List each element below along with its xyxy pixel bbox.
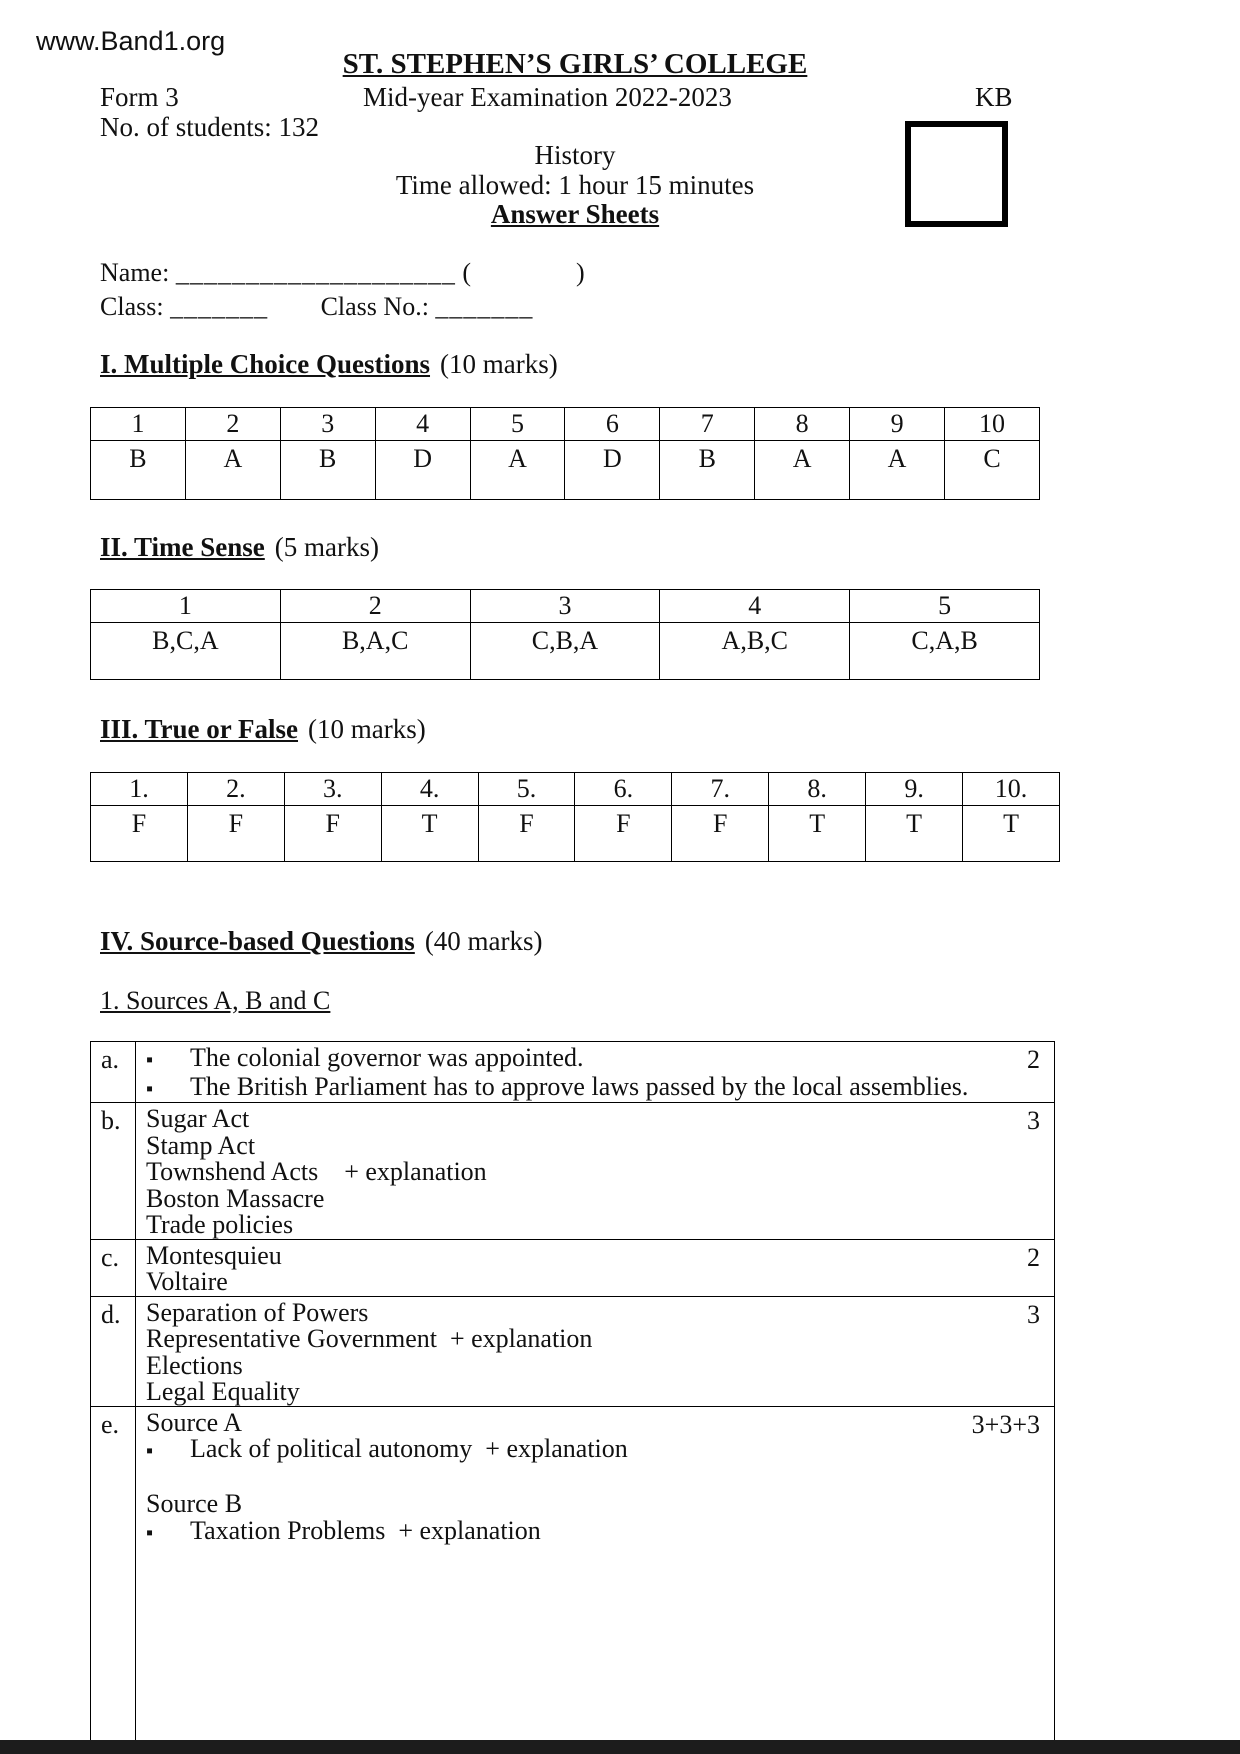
answer-text: The colonial governor was appointed.	[190, 1043, 584, 1072]
mc-answer-cell: A	[185, 441, 280, 500]
ts-header-row	[91, 590, 1040, 623]
source-row-label: e.	[91, 1406, 136, 1754]
answer-text: The British Parliament has to approve laws passed by the local assemblies.	[190, 1071, 969, 1101]
students-count: No. of students: 132	[100, 112, 319, 142]
tf-answer-cell: F	[187, 806, 284, 862]
answer-line: Legal Equality	[146, 1377, 300, 1406]
answer-line: Voltaire	[146, 1267, 228, 1296]
bullet-icon: ▪	[146, 1521, 154, 1544]
answer-line-blank	[146, 1465, 984, 1492]
tf-header-cell: 10.	[963, 773, 1060, 806]
tf-header-row	[91, 773, 1060, 806]
ts-header-cell: 2	[280, 590, 470, 623]
classno-blank-line: _______	[435, 292, 534, 321]
tf-header-cell: 9.	[866, 773, 963, 806]
section-source-marks: (40 marks)	[424, 926, 543, 956]
tf-header-cell: 1.	[91, 773, 188, 806]
source-row-content	[136, 1042, 1055, 1103]
mc-answer-cell: D	[375, 441, 470, 500]
answer-line	[146, 1436, 984, 1465]
bullet-icon: ▪	[146, 1440, 154, 1462]
answer-line: Trade policies	[146, 1210, 294, 1239]
mc-answer-cell: D	[565, 441, 660, 500]
tf-answer-cell: F	[672, 806, 769, 862]
source-row-label: b.	[91, 1103, 136, 1240]
source-row-content	[136, 1406, 1055, 1754]
watermark-url: www.Band1.org	[36, 26, 226, 56]
source-row	[91, 1296, 1055, 1406]
section-ts-marks: (5 marks)	[274, 532, 380, 562]
answer-line: Representative Government + explanation	[146, 1324, 593, 1353]
answer-line: Separation of Powers	[146, 1297, 369, 1327]
subject-name: History	[534, 140, 616, 170]
section-tf-title: III. True or False	[100, 714, 299, 744]
source-row	[91, 1103, 1055, 1240]
answer-line: Elections	[146, 1350, 243, 1380]
section-source-title: IV. Source-based Questions	[100, 926, 415, 956]
ts-answer-cell: B,A,C	[280, 623, 470, 680]
section-tf-marks: (10 marks)	[308, 714, 426, 744]
tf-answer-cell: F	[284, 806, 381, 862]
mark-value: 2	[1027, 1242, 1040, 1272]
mc-answer-cell: B	[660, 441, 755, 500]
source-subtitle: 1. Sources A, B and C	[100, 986, 331, 1015]
tf-header-cell: 3.	[284, 773, 381, 806]
school-title-band	[0, 48, 1150, 81]
source-row-content	[136, 1103, 1055, 1240]
ts-answer-row	[91, 623, 1040, 680]
tf-answer-cell: T	[769, 806, 866, 862]
tf-header-cell: 7.	[672, 773, 769, 806]
source-row	[91, 1042, 1055, 1103]
mc-header-cell: 4	[375, 408, 470, 441]
tf-header-cell: 4.	[381, 773, 478, 806]
name-label: Name:	[100, 258, 170, 287]
sheet-title-band	[0, 199, 1150, 230]
answer-line: Boston Massacre	[146, 1183, 325, 1213]
section-mc-heading	[100, 349, 558, 380]
mc-answer-cell: B	[91, 441, 186, 500]
mark-value: 3	[1027, 1299, 1040, 1329]
answer-line: Stamp Act	[146, 1130, 256, 1160]
source-row-label: a.	[91, 1042, 136, 1103]
source-row-label: c.	[91, 1239, 136, 1296]
ts-header-cell: 4	[660, 590, 850, 623]
ts-header-cell: 5	[850, 590, 1040, 623]
mc-answer-cell: A	[755, 441, 850, 500]
answer-line	[146, 1515, 984, 1547]
tf-header-cell: 5.	[478, 773, 575, 806]
ts-header-cell: 3	[470, 590, 660, 623]
page-bottom-edge	[0, 1740, 1240, 1754]
classno-label: Class No.:	[320, 292, 429, 321]
mc-header-row	[91, 408, 1040, 441]
section-mc-title: I. Multiple Choice Questions	[100, 349, 431, 379]
tf-header-cell: 8.	[769, 773, 866, 806]
mc-header-cell: 2	[185, 408, 280, 441]
time-allowed: Time allowed: 1 hour 15 minutes	[395, 170, 755, 200]
mc-header-cell: 5	[470, 408, 565, 441]
tf-header-cell: 6.	[575, 773, 672, 806]
exam-title: Mid-year Examination 2022-2023	[363, 82, 732, 112]
class-blank-line: _______	[170, 292, 269, 321]
mc-header-cell: 8	[755, 408, 850, 441]
mc-header-cell: 7	[660, 408, 755, 441]
tf-header-cell: 2.	[187, 773, 284, 806]
tf-answer-cell: F	[575, 806, 672, 862]
answer-line	[146, 1045, 984, 1074]
name-blank-line: ____________________	[175, 258, 456, 287]
school-title: ST. STEPHEN’S GIRLS’ COLLEGE	[342, 48, 808, 80]
answer-line: Townshend Acts + explanation	[146, 1157, 487, 1186]
answer-text: Taxation Problems + explanation	[190, 1515, 541, 1545]
true-false-table	[90, 772, 1060, 862]
paren-close: )	[575, 258, 585, 287]
answer-line: Sugar Act	[146, 1104, 250, 1133]
section-ts-title: II. Time Sense	[100, 532, 265, 562]
sheet-title: Answer Sheets	[490, 199, 660, 229]
source-row-content	[136, 1296, 1055, 1406]
paper-code: KB	[975, 82, 1013, 112]
ts-answer-cell: C,A,B	[850, 623, 1040, 680]
bullet-icon: ▪	[146, 1077, 154, 1100]
source-row-label: d.	[91, 1296, 136, 1406]
mc-answer-cell: A	[470, 441, 565, 500]
class-label: Class:	[100, 292, 164, 321]
ts-answer-cell: C,B,A	[470, 623, 660, 680]
mc-answers-table	[90, 407, 1040, 500]
ts-header-cell: 1	[91, 590, 281, 623]
answer-line: Source A	[146, 1407, 243, 1437]
tf-answer-cell: F	[478, 806, 575, 862]
mc-header-cell: 3	[280, 408, 375, 441]
answer-line: Source B	[146, 1489, 243, 1518]
mc-answer-cell: C	[945, 441, 1040, 500]
mc-answer-cell: A	[850, 441, 945, 500]
section-source-heading	[100, 926, 543, 957]
name-row	[100, 258, 585, 288]
bullet-icon: ▪	[146, 1049, 154, 1071]
section-tf-heading	[100, 714, 426, 745]
section-ts-heading	[100, 532, 379, 563]
answer-line: Montesquieu	[146, 1240, 282, 1270]
source-answers-table	[90, 1041, 1055, 1754]
mc-answer-row	[91, 441, 1040, 500]
tf-answer-row	[91, 806, 1060, 862]
tf-answer-cell: T	[381, 806, 478, 862]
form-label: Form 3	[100, 82, 179, 112]
paren-open: (	[462, 258, 471, 287]
mc-header-cell: 6	[565, 408, 660, 441]
mark-value: 2	[1027, 1045, 1040, 1074]
source-row-content	[136, 1239, 1055, 1296]
mark-value: 3	[1027, 1106, 1040, 1135]
time-sense-table	[90, 589, 1040, 680]
ts-answer-cell: A,B,C	[660, 623, 850, 680]
mc-header-cell: 9	[850, 408, 945, 441]
ts-answer-cell: B,C,A	[91, 623, 281, 680]
source-row	[91, 1406, 1055, 1754]
tf-answer-cell: T	[963, 806, 1060, 862]
mc-header-cell: 10	[945, 408, 1040, 441]
section-mc-marks: (10 marks)	[440, 349, 558, 379]
answer-text: Lack of political autonomy + explanation	[190, 1434, 628, 1463]
mc-header-cell: 1	[91, 408, 186, 441]
class-row	[100, 292, 533, 322]
mark-value: 3+3+3	[971, 1409, 1040, 1439]
tf-answer-cell: T	[866, 806, 963, 862]
mc-answer-cell: B	[280, 441, 375, 500]
source-row	[91, 1239, 1055, 1296]
tf-answer-cell: F	[91, 806, 188, 862]
answer-line	[146, 1071, 984, 1103]
